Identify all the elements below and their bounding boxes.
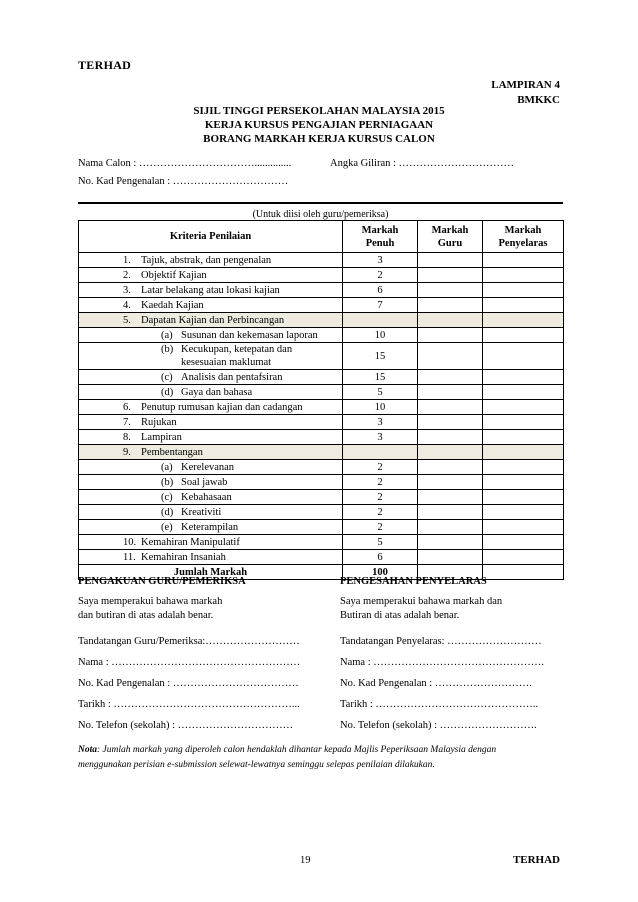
teacher-declaration-text <box>78 595 222 623</box>
criteria-label <box>141 284 280 297</box>
coordinator-mark-cell[interactable] <box>483 385 564 400</box>
criteria-cell <box>79 430 343 445</box>
criteria-row <box>79 343 564 370</box>
criteria-row <box>79 430 564 445</box>
criteria-row <box>79 253 564 268</box>
criteria-label-line: Susunan dan kekemasan laporan <box>181 329 318 341</box>
candidate-ic-field[interactable]: No. Kad Pengenalan : …………………………… <box>78 176 289 187</box>
teacher-mark-cell[interactable] <box>418 445 483 460</box>
criteria-cell <box>79 313 343 328</box>
criteria-row <box>79 550 564 565</box>
candidate-number-field[interactable]: Angka Giliran : …………………………… <box>330 158 515 169</box>
criteria-label-line: Dapatan Kajian dan Perbincangan <box>141 314 285 326</box>
criteria-label-line: Kerelevanan <box>181 461 235 473</box>
criteria-label-line: Kaedah Kajian <box>141 299 204 311</box>
criteria-label <box>181 329 318 342</box>
teacher-mark-cell[interactable] <box>418 550 483 565</box>
criteria-label <box>141 254 271 267</box>
teacher-date-field[interactable]: Tarikh : ……………………………………………... <box>78 699 300 710</box>
header-coordinator-marks-line2: Penyelaras <box>498 237 548 249</box>
criteria-number: 2. <box>123 269 131 281</box>
coordinator-mark-cell[interactable] <box>483 400 564 415</box>
coordinator-mark-cell[interactable] <box>483 253 564 268</box>
full-mark-cell: 5 <box>343 535 418 550</box>
footnote <box>78 743 568 773</box>
criteria-cell <box>79 400 343 415</box>
criteria-label <box>141 551 226 564</box>
coordinator-mark-cell[interactable] <box>483 415 564 430</box>
coordinator-mark-cell[interactable] <box>483 460 564 475</box>
coordinator-mark-cell[interactable] <box>483 343 564 370</box>
criteria-row <box>79 313 564 328</box>
teacher-mark-cell[interactable] <box>418 415 483 430</box>
criteria-cell <box>79 550 343 565</box>
teacher-mark-cell[interactable] <box>418 475 483 490</box>
criteria-row <box>79 385 564 400</box>
criteria-label-line: Penutup rumusan kajian dan cadangan <box>141 401 303 413</box>
title-line-2: KERJA KURSUS PENGAJIAN PERNIAGAAN <box>204 119 434 131</box>
teacher-mark-cell[interactable] <box>418 520 483 535</box>
criteria-label-line: Soal jawab <box>181 476 228 488</box>
coordinator-mark-cell[interactable] <box>483 535 564 550</box>
teacher-phone-field[interactable]: No. Telefon (sekolah) : …………………………… <box>78 720 294 731</box>
coordinator-phone-field[interactable]: No. Telefon (sekolah) : ………………………. <box>340 720 537 731</box>
header-classification: TERHAD <box>78 58 132 72</box>
coordinator-mark-cell[interactable] <box>483 490 564 505</box>
criteria-number: (b) <box>161 344 174 355</box>
footnote-line2: menggunakan perisian e-submission selewat-lewatnya seminggu selepas penilaian dilakukan. <box>78 760 435 770</box>
criteria-label-line: Lampiran <box>141 431 182 443</box>
teacher-mark-cell[interactable] <box>418 535 483 550</box>
coordinator-mark-cell[interactable] <box>483 298 564 313</box>
criteria-cell <box>79 415 343 430</box>
criteria-label <box>181 461 234 474</box>
coordinator-mark-cell[interactable] <box>483 505 564 520</box>
criteria-row <box>79 520 564 535</box>
criteria-row <box>79 445 564 460</box>
criteria-number: (a) <box>161 461 173 473</box>
criteria-label-line: Kreativiti <box>181 506 222 518</box>
full-mark-cell: 15 <box>343 343 418 370</box>
header-teacher-marks-line2: Guru <box>437 237 463 249</box>
teacher-mark-cell[interactable] <box>418 343 483 370</box>
criteria-cell <box>79 490 343 505</box>
full-mark-cell: 6 <box>343 283 418 298</box>
header-full-marks <box>343 221 418 253</box>
criteria-row <box>79 298 564 313</box>
full-mark-cell: 2 <box>343 460 418 475</box>
form-code: BMKKC <box>517 94 560 106</box>
criteria-label <box>141 431 182 444</box>
page-number: 19 <box>300 855 311 866</box>
coordinator-mark-cell[interactable] <box>483 550 564 565</box>
teacher-signature-field[interactable]: Tandatangan Guru/Pemeriksa:……………………… <box>78 636 300 647</box>
teacher-ic-field[interactable]: No. Kad Pengenalan : ……………………………… <box>78 678 299 689</box>
criteria-cell <box>79 268 343 283</box>
criteria-number: (d) <box>161 386 174 398</box>
criteria-label-line: Kebahasaan <box>181 491 232 503</box>
coordinator-mark-cell[interactable] <box>483 268 564 283</box>
criteria-label-line: Rujukan <box>141 416 177 428</box>
total-value: 100 <box>343 565 418 580</box>
criteria-row <box>79 505 564 520</box>
coordinator-mark-cell[interactable] <box>483 430 564 445</box>
criteria-label-line: Pembentangan <box>141 446 203 458</box>
coordinator-verification-line2: Butiran di atas adalah benar. <box>340 610 460 621</box>
criteria-number: (a) <box>161 329 173 341</box>
criteria-row <box>79 370 564 385</box>
criteria-cell <box>79 343 343 370</box>
full-mark-cell: 7 <box>343 298 418 313</box>
section-divider <box>78 202 563 204</box>
full-mark-cell: 2 <box>343 268 418 283</box>
criteria-number: 10. <box>123 536 137 548</box>
marks-table <box>78 220 564 580</box>
teacher-mark-cell[interactable] <box>418 505 483 520</box>
footer-classification: TERHAD <box>512 854 560 866</box>
criteria-cell <box>79 445 343 460</box>
criteria-cell <box>79 328 343 343</box>
criteria-number: 8. <box>123 431 131 443</box>
criteria-number: 5. <box>123 314 131 326</box>
coordinator-mark-cell[interactable] <box>483 520 564 535</box>
header-criteria-label: Kriteria Penilaian <box>169 231 252 242</box>
criteria-row <box>79 490 564 505</box>
criteria-cell <box>79 505 343 520</box>
coordinator-verification-line1: Saya memperakui bahawa markah dan <box>340 596 503 607</box>
coordinator-total-cell[interactable] <box>483 565 564 580</box>
lampiran-number: LAMPIRAN 4 <box>491 79 560 91</box>
full-mark-cell: 6 <box>343 550 418 565</box>
criteria-label <box>141 446 203 459</box>
teacher-mark-cell[interactable] <box>418 385 483 400</box>
criteria-row <box>79 415 564 430</box>
teacher-mark-cell[interactable] <box>418 490 483 505</box>
teacher-declaration-heading: PENGAKUAN GURU/PEMERIKSA <box>78 576 246 587</box>
full-mark-cell: 3 <box>343 430 418 445</box>
criteria-label-line: Keterampilan <box>181 521 239 533</box>
teacher-mark-cell[interactable] <box>418 370 483 385</box>
criteria-number: 9. <box>123 446 131 458</box>
header-teacher-marks-line1: Markah <box>431 224 469 236</box>
full-mark-cell: 10 <box>343 328 418 343</box>
criteria-label <box>141 299 204 312</box>
coordinator-mark-cell[interactable] <box>483 370 564 385</box>
teacher-mark-cell[interactable] <box>418 328 483 343</box>
criteria-label-line: Analisis dan pentafsiran <box>181 371 283 383</box>
criteria-label-line: Kemahiran Insaniah <box>141 551 226 563</box>
header-criteria <box>79 221 343 253</box>
header-coordinator-marks <box>483 221 564 253</box>
full-mark-cell: 3 <box>343 415 418 430</box>
criteria-label-line: Gaya dan bahasa <box>181 386 253 398</box>
title-line-3: BORANG MARKAH KERJA KURSUS CALON <box>203 133 435 145</box>
header-coordinator-marks-line1: Markah <box>504 224 542 236</box>
coordinator-mark-cell[interactable] <box>483 445 564 460</box>
criteria-number: (e) <box>161 521 173 533</box>
criteria-label-line: Kecukupan, ketepatan dan <box>181 344 293 355</box>
criteria-number: 7. <box>123 416 131 428</box>
total-label: Jumlah Markah <box>79 565 343 580</box>
criteria-cell <box>79 460 343 475</box>
header-teacher-marks <box>418 221 483 253</box>
coordinator-date-field[interactable]: Tarikh : ……………………………………….. <box>340 699 539 710</box>
criteria-label-line: Tajuk, abstrak, dan pengenalan <box>141 254 272 266</box>
criteria-label <box>141 314 284 327</box>
criteria-label-line: Objektif Kajian <box>141 269 207 281</box>
criteria-row <box>79 475 564 490</box>
teacher-mark-cell[interactable] <box>418 430 483 445</box>
criteria-row <box>79 460 564 475</box>
full-mark-cell: 10 <box>343 400 418 415</box>
criteria-cell <box>79 253 343 268</box>
teacher-declaration-line2: dan butiran di atas adalah benar. <box>78 610 214 621</box>
criteria-number: 6. <box>123 401 131 413</box>
header-full-marks-line1: Markah <box>361 224 399 236</box>
criteria-row <box>79 535 564 550</box>
criteria-number: 11. <box>123 551 136 563</box>
criteria-row <box>79 400 564 415</box>
criteria-label <box>141 416 177 429</box>
criteria-cell <box>79 283 343 298</box>
criteria-cell <box>79 385 343 400</box>
teacher-mark-cell[interactable] <box>418 283 483 298</box>
teacher-mark-cell[interactable] <box>418 268 483 283</box>
full-mark-cell: 5 <box>343 385 418 400</box>
criteria-label <box>181 491 232 504</box>
criteria-label <box>141 269 207 282</box>
candidate-name-field[interactable]: Nama Calon : …………………………….............. <box>78 158 292 169</box>
criteria-number: 4. <box>123 299 131 311</box>
criteria-label-line: kesesuaian maklumat <box>181 357 272 368</box>
full-mark-cell <box>343 445 418 460</box>
title-line-1: SIJIL TINGGI PERSEKOLAHAN MALAYSIA 2015 <box>193 105 445 117</box>
criteria-number: (d) <box>161 506 174 518</box>
coordinator-verification-text <box>340 595 502 623</box>
criteria-row <box>79 268 564 283</box>
criteria-cell <box>79 475 343 490</box>
teacher-mark-cell[interactable] <box>418 298 483 313</box>
criteria-label <box>181 386 252 399</box>
full-mark-cell <box>343 313 418 328</box>
criteria-cell <box>79 520 343 535</box>
criteria-label <box>141 401 303 414</box>
coordinator-mark-cell[interactable] <box>483 283 564 298</box>
coordinator-verification-heading: PENGESAHAN PENYELARAS <box>340 576 487 587</box>
criteria-label <box>181 343 292 369</box>
criteria-number: (c) <box>161 371 173 383</box>
full-mark-cell: 2 <box>343 520 418 535</box>
criteria-row <box>79 328 564 343</box>
coordinator-mark-cell[interactable] <box>483 313 564 328</box>
criteria-label-line: Kemahiran Manipulatif <box>141 536 240 548</box>
full-mark-cell: 2 <box>343 475 418 490</box>
criteria-number: 3. <box>123 284 131 296</box>
teacher-mark-cell[interactable] <box>418 253 483 268</box>
footnote-label: Nota <box>78 745 97 755</box>
header-full-marks-line2: Penuh <box>365 237 395 249</box>
criteria-cell <box>79 535 343 550</box>
teacher-mark-cell[interactable] <box>418 313 483 328</box>
coordinator-name-field[interactable]: Nama : …………………………………………. <box>340 657 544 668</box>
coordinator-ic-field[interactable]: No. Kad Pengenalan : ………………………. <box>340 678 532 689</box>
criteria-label <box>181 371 282 384</box>
full-mark-cell: 2 <box>343 505 418 520</box>
criteria-label-line: Latar belakang atau lokasi kajian <box>141 284 280 296</box>
form-title <box>0 104 638 146</box>
footnote-line1: : Jumlah markah yang diperoleh calon hendaklah dihantar kepada Majlis Peperiksaan Malaysia dengan <box>97 745 497 755</box>
criteria-label <box>141 536 240 549</box>
criteria-number: (c) <box>161 491 173 503</box>
teacher-name-field[interactable]: Nama : ……………………………………………… <box>78 657 301 668</box>
criteria-label <box>181 476 227 489</box>
coordinator-mark-cell[interactable] <box>483 475 564 490</box>
criteria-label <box>181 521 238 534</box>
full-mark-cell: 15 <box>343 370 418 385</box>
teacher-declaration-line1: Saya memperakui bahawa markah <box>78 596 223 607</box>
teacher-mark-cell[interactable] <box>418 460 483 475</box>
criteria-cell <box>79 298 343 313</box>
table-caption: (Untuk diisi oleh guru/pemeriksa) <box>252 209 389 220</box>
criteria-number: 1. <box>123 254 131 266</box>
full-mark-cell: 3 <box>343 253 418 268</box>
full-mark-cell: 2 <box>343 490 418 505</box>
criteria-number: (b) <box>161 476 174 488</box>
criteria-cell <box>79 370 343 385</box>
criteria-label <box>181 506 221 519</box>
coordinator-mark-cell[interactable] <box>483 328 564 343</box>
criteria-row <box>79 283 564 298</box>
teacher-mark-cell[interactable] <box>418 400 483 415</box>
coordinator-signature-field[interactable]: Tandatangan Penyelaras: ……………………… <box>340 636 542 647</box>
